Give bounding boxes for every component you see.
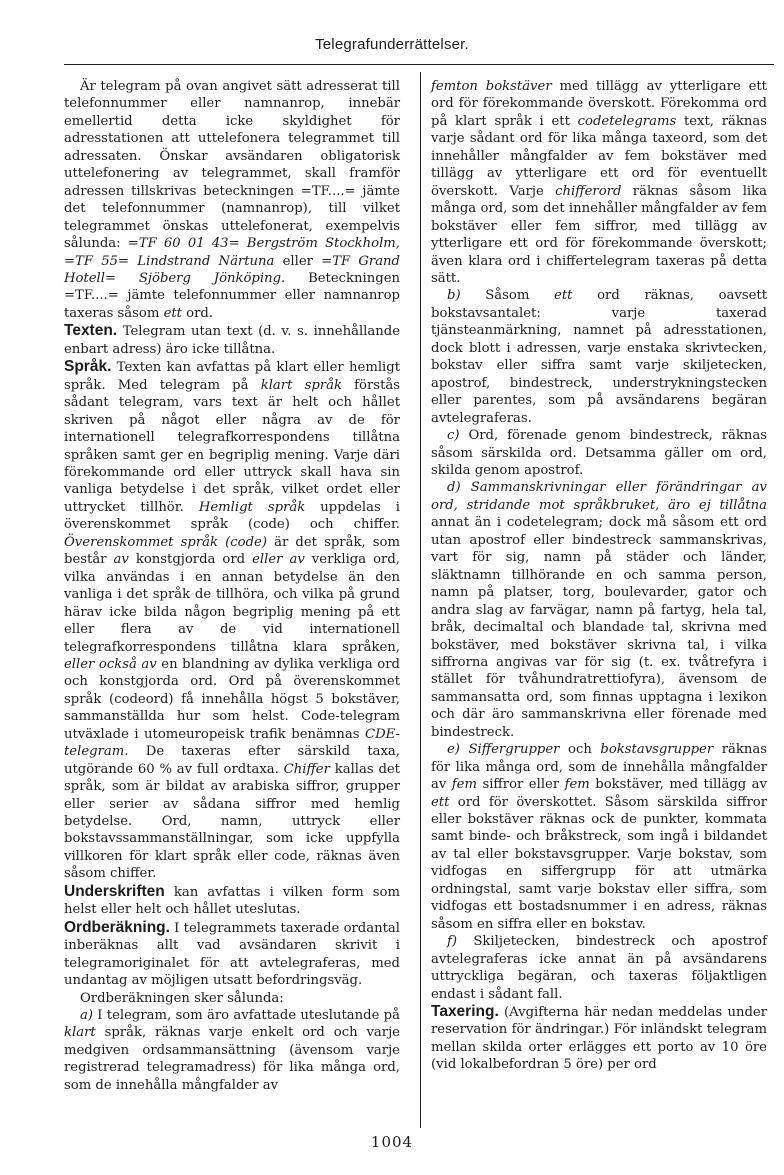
left-column [64,78,400,1094]
ordberakning-section: Ordberäkning. I telegrammets taxerade ordantal inberäknas allt vad avsändaren skrivit i telegramoriginalet för att avtelegraferas, med undantag av möjligen utsatt befordringsväg. [64,918,400,989]
header-rule [64,64,774,65]
ordberakning-heading: Ordberäkning. [64,918,170,936]
taxering-section: Taxering. (Avgifterna här nedan meddelas under reservation för ändringar.) För inländskt telegram mellan skilda orter erlägges ett porto av 10 öre (vid lokalbefordran 5 öre) per ord [431,1003,767,1073]
rule-b: b) Såsom ett ord räknas, oavsett bokstavsantalet: varje taxerad tjänsteanmärkning, namnet på adresstationen, dock blott i adressen, varje enstaka skrivtecken, bokstav eller siffra samt varje skiljetecken, apostrof, bindestreck, understrykningstecken eller parentes, som på avsändarens begäran avtelegraferas. [431,288,767,426]
underskrift-section: Underskriften kan avfattas i vilken form som helst eller helt och hållet uteslutas. [64,882,400,918]
rule-e: e) Siffergrupper och bokstavsgrupper räknas för lika många ord, som de innehålla mångfalder av fem siffror eller fem bokstäver, med tillägg av ett ord för överskottet. Såsom särskilda siffror eller bokstäver räknas ock de punkter, kommata samt binde- och bråkstreck, som ingå i bildandet av tal eller bokstavsgrupper. Varje bokstav, som vidfogas en siffergrupp för att utmärka ordningstal, samt varje bokstav eller siffra, som vidfogas ett bostadsnummer i en adress, räknas såsom en siffra eller en bokstav. [431,742,767,932]
running-head: Telegrafunderrättelser. [315,36,469,53]
telephone-paragraph: Är telegram på ovan angivet sätt adresserat till telefonnummer eller namnanrop, innebär emellertid detta icke skyldighet för adresstationen att uttelefonera telegrammet till adressaten. Önskar avsändaren obligatorisk uttelefonering av telegrammet, skall framför adressen tillskrivas beteckningen =TF....= jämte det telefonnummer (namnanrop), till vilket telegrammet önskas uttelefonerat, exempelvis sålunda: =TF 60 01 43= Bergström Stockholm, =TF 55= Lindstrand Närtuna eller =TF Grand Hotell= Sjöberg Jönköping. Beteckningen =TF....= jämte telefonnummer eller namnanrop taxeras såsom ett ord. [64,79,400,321]
ordberakning-intro: Ordberäkningen sker sålunda: [80,990,284,1006]
texten-section: Texten. Telegram utan text (d. v. s. innehållande enbart adress) äro icke tillåtna. [64,322,400,357]
rule-a: a) I telegram, som äro avfattade uteslutande på klart språk, räknas varje enkelt ord och varje medgiven ordsammansättning (ävensom varje registrerad telegramadress) för lika många ord, som de innehålla mångfalder av [64,1008,400,1093]
right-column [431,78,767,1074]
rule-d: d) Sammanskrivningar eller förändringar av ord, stridande mot språkbruket, äro ej tillåtna annat än i codetelegram; dock må såsom ett ord utan apostrof eller bindestreck sammanskrivas, vart för sig, namn på städer och länder, släktnamn tillhörande en och samma person, namn på platser, torg, boulevarder, gator och andra slag av farvägar, namn på fartyg, hela tal, bråk, decimaltal och blandade tal, skrivna med bokstäver, med bokstäver skrivna tal, i vilka siffrorna angivas var för sig (t. ex. tvåtrefyra i stället för tvåhundratrettiofyra), ävensom de sammansatta ord, som finnas upptagna i lexikon och där äro sammanskrivna eller förenade med bindestreck. [431,480,767,740]
underskrift-heading: Underskriften [64,882,165,900]
rule-c: c) Ord, förenade genom bindestreck, räknas såsom särskilda ord. Detsamma gäller om ord, skilda genom apostrof. [431,428,767,478]
sprak-section: Språk. Texten kan avfattas på klart eller hemligt språk. Med telegram på klart språk förstås sådant telegram, vars text är helt och hållet skriven på något eller några av de för internationell telegrafkorrespondens tillåtna språken samt ger en begriplig mening. Varje däri förekommande ord eller uttryck skall hava sin vanliga betydelse i det språk, vilket ordet eller uttrycket tillhör. Hemligt språk uppdelas i överenskommet språk (code) och chiffer. Överenskommet språk (code) är det språk, som består av konstgjorda ord eller av verkliga ord, vilka användas i en annan betydelse än den vanliga i det språk de tillhöra, och vilka på grund härav icke bilda någon begriplig mening på ett eller flera av de vid internationell telegrafkorrespondens tillåtna klara språken, eller också av en blandning av dylika verkliga ord och konstgjorda ord. Ord på överenskommet språk (codeord) få innehålla högst 5 bokstäver, sammanställda hur som helst. Code-telegram utväxlade i utomeuropeisk trafik benämnas CDE-telegram. De taxeras efter särskild taxa, utgörande 60 % av full ordtaxa. Chiffer kallas det språk, som är bildat av arabiska siffror, grupper eller serier av sådana siffror med hemlig betydelse. Ord, namn, uttryck eller bokstavssammanställningar, som icke uppfylla villkoren för klart språk eller code, räknas även såsom chiffer. [64,358,401,882]
texten-heading: Texten. [64,322,118,340]
page-number: 1004 [370,1133,414,1151]
taxering-heading: Taxering. [431,1003,499,1021]
column-divider [420,72,421,1128]
rule-a-continued: femton bokstäver med tillägg av ytterligare ett ord för förekommande överskott. Förekomma ord på klart språk i ett codetelegrams text, räknas varje sådant ord för lika många taxeord, som det innehåller mångfalder av fem bokstäver med tillägg av ytterligare ett ord för eventuellt överskott. Varje chifferord räknas såsom lika många ord, som det innehåller mångfalder av fem bokstäver eller fem siffror, med tillägg av ytterligare ett ord för förekommande överskott; även klara ord i chiffertelegram taxeras på detta sätt. [431,79,767,286]
sprak-heading: Språk. [64,358,112,376]
rule-f: f) Skiljetecken, bindestreck och apostrof avtelegraferas icke annat än på avsändarens uttryckliga begäran, och taxeras följaktligen endast i sådant fall. [431,934,767,1002]
